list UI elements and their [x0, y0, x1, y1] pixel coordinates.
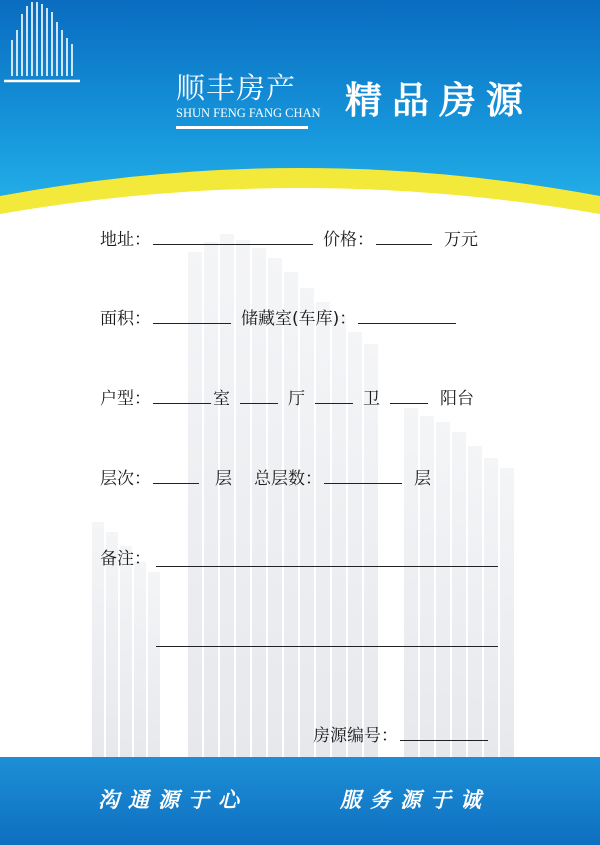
- room-unit: 室: [213, 389, 230, 409]
- remarks-line-1[interactable]: [156, 566, 498, 567]
- address-blank[interactable]: [153, 228, 313, 245]
- layout-label: 户型：: [100, 389, 151, 409]
- total-floors-blank[interactable]: [324, 467, 402, 484]
- row-area-storage: [100, 307, 458, 329]
- balcony-blank[interactable]: [390, 387, 428, 404]
- brand-underline: [176, 126, 308, 129]
- row-layout: [100, 387, 474, 409]
- hall-unit: 厅: [288, 389, 305, 409]
- footer-slogan-right: 服务源于诚: [340, 787, 490, 812]
- row-address-price: [100, 228, 478, 250]
- price-label: 价格：: [323, 230, 374, 250]
- slogan-title: 精品房源: [345, 78, 533, 122]
- listing-no-blank[interactable]: [400, 724, 488, 741]
- floor-label: 层次：: [100, 469, 151, 489]
- storage-blank[interactable]: [358, 307, 456, 324]
- listing-no-label: 房源编号：: [313, 726, 398, 746]
- brand-chinese: 顺丰房产: [176, 71, 297, 105]
- price-blank[interactable]: [376, 228, 432, 245]
- brand-name: [176, 71, 321, 121]
- floor-unit: 层: [215, 469, 232, 489]
- header-banner: [0, 0, 600, 220]
- total-floors-label: 总层数：: [254, 469, 322, 489]
- bath-blank[interactable]: [315, 387, 353, 404]
- brand-pinyin: SHUN FENG FANG CHAN: [176, 106, 321, 120]
- address-label: 地址：: [100, 230, 151, 250]
- price-unit: 万元: [444, 230, 478, 250]
- remarks-label: 备注：: [100, 549, 151, 569]
- footer-banner: [0, 757, 600, 845]
- bath-unit: 卫: [363, 389, 380, 409]
- balcony-unit: 阳台: [440, 389, 474, 409]
- remarks-line-2[interactable]: [156, 646, 498, 647]
- area-label: 面积：: [100, 309, 151, 329]
- area-blank[interactable]: [153, 307, 231, 324]
- room-blank[interactable]: [153, 387, 211, 404]
- footer-slogan-left: 沟通源于心: [98, 787, 248, 812]
- building-logo-icon: [0, 0, 82, 84]
- row-floors: [100, 467, 431, 489]
- row-listing-number: [313, 724, 490, 746]
- total-floors-unit: 层: [414, 469, 431, 489]
- floor-blank[interactable]: [153, 467, 199, 484]
- storage-label: 储藏室(车库)：: [241, 309, 357, 329]
- row-remarks: [100, 548, 151, 570]
- hall-blank[interactable]: [240, 387, 278, 404]
